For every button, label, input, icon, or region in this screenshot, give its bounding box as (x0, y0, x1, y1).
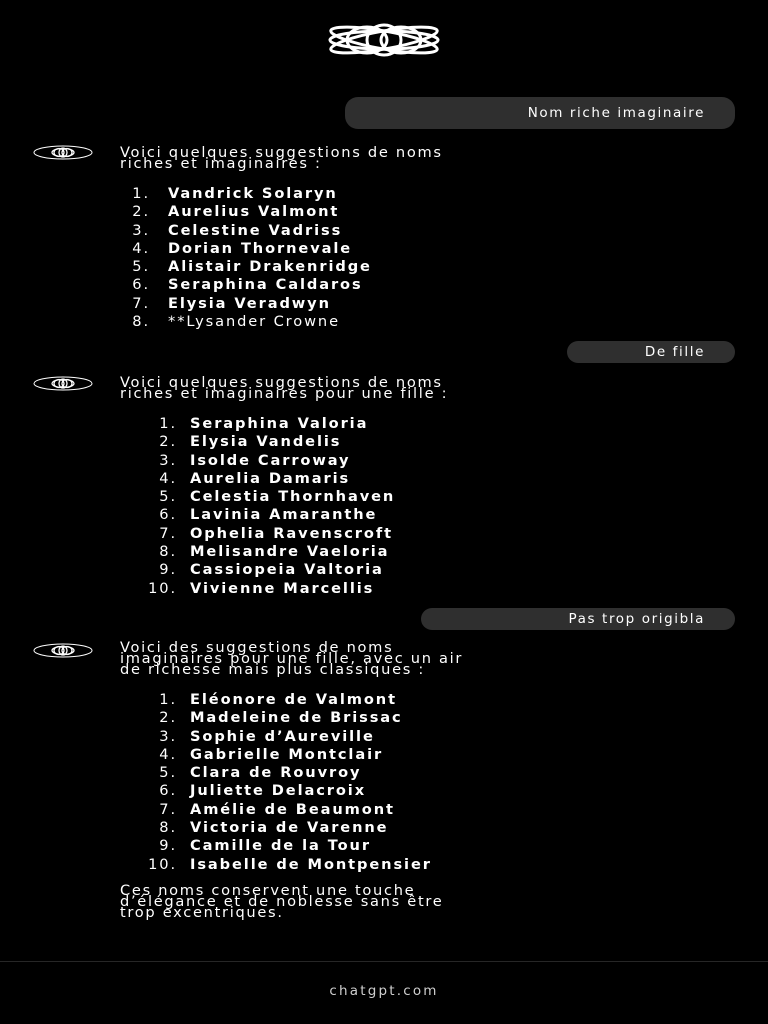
list-item-name: Isolde Carroway (190, 451, 351, 469)
list-item-number: 4. (159, 469, 177, 487)
list-item-name: Elysia Veradwyn (168, 294, 331, 312)
assistant-message-intro: Voici quelques suggestions de noms riches et imaginaires : (120, 144, 443, 172)
list-item-name: Eléonore de Valmont (190, 691, 397, 708)
openai-logo-icon (327, 22, 441, 58)
user-message-bubble (567, 341, 735, 363)
list-item-name: Melisandre Vaeloria (190, 543, 390, 561)
list-item-name: Lavinia Amaranthe (190, 506, 378, 524)
list-item-number: 9. (159, 837, 177, 855)
footer-site-link[interactable]: chatgpt.com (329, 983, 439, 999)
list-item-name: Cassiopeia Valtoria (190, 561, 384, 579)
openai-avatar-icon (32, 375, 94, 392)
list-item-number: 5. (159, 488, 177, 506)
list-item-name: Ophelia Ravenscroft (190, 524, 393, 542)
list-item-name: Aurelia Damaris (190, 469, 351, 487)
list-item-name: Isabelle de Montpensier (190, 855, 432, 873)
list-item-name: Seraphina Caldaros (168, 276, 363, 294)
list-item-name: Dorian Thornevale (168, 239, 353, 257)
list-item-name: Alistair Drakenridge (168, 258, 372, 276)
list-item-name: Elysia Vandelis (190, 433, 342, 451)
user-message-text: Pas trop origibla (568, 611, 705, 627)
list-item-number: 6. (159, 506, 177, 524)
list-item-name: Celestine Vadriss (168, 221, 343, 239)
list-item-name: Celestia Thornhaven (190, 488, 396, 506)
assistant-message-outro: Ces noms conservent une touche d’élégance et de noblesse sans être trop excentriques. (120, 882, 444, 921)
list-item-number: 8. (159, 543, 177, 561)
assistant-message-intro: Voici quelques suggestions de noms riches et imaginaires pour une fille : (120, 374, 449, 402)
list-item-number: 1. (132, 185, 150, 202)
list-item-number: 9. (159, 561, 177, 579)
list-item-number: 4. (159, 745, 177, 763)
list-item-name: Victoria de Varenne (190, 819, 389, 837)
openai-avatar-icon (32, 144, 94, 161)
list-item-name: Madeleine de Brissac (190, 709, 403, 727)
list-item-name: Gabrielle Montclair (190, 745, 384, 763)
list-item-name: Amélie de Beaumont (190, 800, 395, 818)
list-item-number: 4. (132, 239, 150, 257)
list-item-number: 2. (159, 433, 177, 451)
list-item-name: Aurelius Valmont (168, 203, 340, 221)
list-item-number: 3. (159, 727, 177, 745)
list-item-name: Seraphina Valoria (190, 415, 369, 432)
list-item-number: 7. (159, 800, 177, 818)
list-item-name: Camille de la Tour (190, 837, 371, 855)
openai-avatar-icon (32, 642, 94, 659)
list-item-number: 7. (159, 524, 177, 542)
list-item-number: 3. (132, 221, 150, 239)
list-item-number: 10. (148, 579, 177, 597)
list-item-number: 5. (159, 764, 177, 782)
list-item-number: 1. (159, 415, 177, 432)
list-item-number: 8. (159, 819, 177, 837)
list-item-number: 7. (132, 294, 150, 312)
list-item-name: **Lysander Crowne (168, 313, 340, 331)
list-item-number: 8. (132, 313, 150, 331)
assistant-message-intro: Voici des suggestions de noms imaginaires pour une fille, avec un air de richesse mais plus classiques : (120, 639, 464, 678)
list-item-name: Vandrick Solaryn (168, 185, 338, 202)
list-item-number: 3. (159, 451, 177, 469)
list-item-number: 6. (132, 276, 150, 294)
user-message-text: De fille (644, 344, 705, 360)
list-item-name: Juliette Delacroix (190, 782, 367, 800)
list-item-name: Vivienne Marcellis (190, 579, 375, 597)
list-item-number: 6. (159, 782, 177, 800)
footer-divider (0, 961, 768, 962)
list-item-number: 1. (159, 691, 177, 708)
list-item-number: 10. (148, 855, 177, 873)
list-item-name: Clara de Rouvroy (190, 764, 362, 782)
user-message-text: Nom riche imaginaire (527, 105, 705, 121)
user-message-bubble (345, 97, 735, 129)
list-item-number: 2. (132, 203, 150, 221)
list-item-name: Sophie d’Aureville (190, 727, 375, 745)
list-item-number: 2. (159, 709, 177, 727)
list-item-number: 5. (132, 258, 150, 276)
user-message-bubble (421, 608, 735, 630)
